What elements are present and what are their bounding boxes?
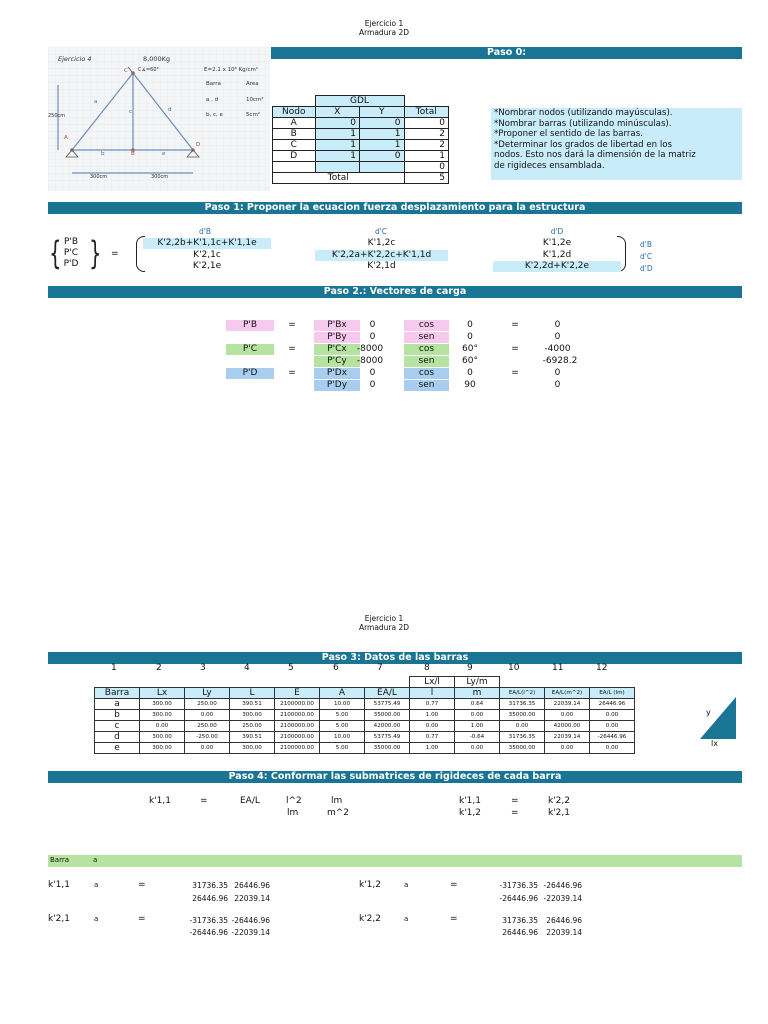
cell: 1.00 bbox=[410, 743, 455, 754]
sketch-span2: 300cm bbox=[151, 174, 169, 180]
col-number: 1 bbox=[111, 663, 117, 673]
gdl-title: GDL bbox=[315, 96, 404, 107]
barra-label: Barra bbox=[50, 856, 70, 864]
gdl-table-wrap bbox=[272, 95, 449, 184]
col-header: m bbox=[455, 688, 500, 699]
col-header: L bbox=[230, 688, 275, 699]
sketch-row2-area: 5cm² bbox=[246, 112, 261, 118]
l2-label: l^2 bbox=[286, 796, 302, 806]
trig-fn: cos bbox=[404, 368, 449, 379]
eq: = bbox=[511, 344, 519, 354]
col-number: 5 bbox=[288, 663, 294, 673]
k21-a-eq: = bbox=[138, 914, 146, 924]
k11-a-bar: a bbox=[94, 881, 99, 889]
cell: 0.00 bbox=[185, 710, 230, 721]
cell: 2100000.00 bbox=[275, 732, 320, 743]
paso0-header: Paso 0: bbox=[271, 47, 742, 59]
m2-label: m^2 bbox=[327, 808, 350, 818]
sub-head-lym: Ly/m bbox=[455, 677, 500, 688]
cell: 300.00 bbox=[140, 743, 185, 754]
cell: 1 bbox=[315, 151, 360, 162]
cell: 0.00 bbox=[140, 721, 185, 732]
paso0-notes bbox=[491, 108, 742, 180]
cell: 5.00 bbox=[320, 743, 365, 754]
node-a-label: A bbox=[64, 135, 68, 141]
matrix-value: 26446.96 bbox=[192, 894, 228, 903]
cell bbox=[360, 162, 405, 173]
trig-fn: sen bbox=[404, 356, 449, 367]
cell: 2100000.00 bbox=[275, 743, 320, 754]
component: P'Bx bbox=[314, 320, 360, 331]
eal-label: EA/L bbox=[240, 796, 260, 806]
cell: 35000.00 bbox=[500, 743, 545, 754]
load-vector bbox=[56, 237, 86, 270]
col-number: 3 bbox=[200, 663, 206, 673]
col-header: Ly bbox=[185, 688, 230, 699]
col-head-dd: d'D bbox=[550, 227, 564, 236]
matrix-cell: K'1,2e bbox=[542, 238, 572, 248]
cell: 0.00 bbox=[410, 721, 455, 732]
angle: 60° bbox=[462, 344, 478, 354]
total-label: Total bbox=[273, 173, 405, 184]
direction-triangle bbox=[700, 697, 736, 739]
result: -4000 bbox=[544, 344, 571, 354]
sketch-barra: Barra bbox=[206, 81, 221, 87]
bar-b-label: b bbox=[101, 151, 105, 157]
value: -8000 bbox=[356, 356, 384, 366]
matrix-cell: K'2,2a+K'2,2c+K'1,1d bbox=[315, 250, 448, 261]
rel1-eq: = bbox=[511, 796, 519, 806]
value: 0 bbox=[369, 320, 376, 330]
cell: 26446.96 bbox=[590, 699, 635, 710]
disp-dc: d'C bbox=[640, 252, 653, 261]
matrix-value: -22039.14 bbox=[543, 894, 582, 903]
cell: 2100000.00 bbox=[275, 699, 320, 710]
matrix-value: -26446.96 bbox=[231, 916, 270, 925]
matrix-value: 31736.35 bbox=[502, 916, 538, 925]
cell: C bbox=[273, 140, 316, 151]
node-label: P'D bbox=[226, 368, 274, 379]
col-header: A bbox=[320, 688, 365, 699]
matrix-value: 26446.96 bbox=[234, 881, 270, 890]
eq: = bbox=[288, 320, 296, 330]
sub-head-lxl: Lx/l bbox=[410, 677, 455, 688]
cell: 300.00 bbox=[230, 743, 275, 754]
table-row bbox=[273, 140, 449, 151]
cell: 250.00 bbox=[230, 721, 275, 732]
cell: 0.77 bbox=[410, 699, 455, 710]
matrix-cell: K'2,1d bbox=[367, 261, 396, 271]
component: P'Cy bbox=[314, 356, 360, 367]
paso3-header: Paso 3: Datos de las barras bbox=[48, 652, 742, 664]
node-c-label: C bbox=[124, 68, 128, 74]
table-row bbox=[95, 699, 635, 710]
table-row bbox=[273, 129, 449, 140]
cell: 1.00 bbox=[410, 710, 455, 721]
matrix-value: -31736.35 bbox=[499, 881, 538, 890]
matrix-value: -31736.35 bbox=[189, 916, 228, 925]
col-number: 7 bbox=[377, 663, 383, 673]
paso1-header: Paso 1: Proponer la ecuacion fuerza desplazamiento para la estructura bbox=[48, 202, 742, 214]
cell: 0.00 bbox=[455, 710, 500, 721]
node-label: P'C bbox=[226, 344, 274, 355]
lm-label: lm bbox=[331, 796, 343, 806]
col-number: 10 bbox=[508, 663, 520, 673]
cell: 0.00 bbox=[545, 743, 590, 754]
cell: 1 bbox=[360, 129, 405, 140]
bars-table bbox=[94, 676, 635, 754]
right-brace: } bbox=[89, 234, 102, 272]
angle: 90 bbox=[464, 380, 476, 390]
bars-table-wrap bbox=[94, 676, 635, 754]
sketch-load: 8,000Kg bbox=[143, 55, 170, 63]
cell: 22039.14 bbox=[545, 699, 590, 710]
bar-d-label: d bbox=[168, 107, 172, 113]
trig-fn: sen bbox=[404, 380, 449, 391]
col-head-dc: d'C bbox=[374, 227, 388, 236]
cell: 2100000.00 bbox=[275, 710, 320, 721]
sketch-angle: C∡=60° bbox=[138, 67, 160, 73]
result: 0 bbox=[554, 320, 561, 330]
angle: 60° bbox=[462, 356, 478, 366]
rel1-right: k'2,2 bbox=[548, 796, 570, 806]
k11-label: k'1,1 bbox=[149, 796, 171, 806]
table-row bbox=[273, 118, 449, 129]
sketch-modulus: E=2.1 x 10⁶ Kg/cm² bbox=[204, 67, 259, 73]
bar-e-label: e bbox=[162, 151, 166, 157]
matrix-cell: K'2,1e bbox=[192, 261, 222, 271]
cell: 0 bbox=[360, 151, 405, 162]
note-line: *Proponer el sentido de las barras. bbox=[494, 129, 643, 140]
truss-sketch bbox=[48, 47, 270, 191]
cell: 300.00 bbox=[140, 732, 185, 743]
col-number: 8 bbox=[424, 663, 430, 673]
col-number: 4 bbox=[244, 663, 250, 673]
k11-eq: = bbox=[200, 796, 208, 806]
sketch-row1-bars: a , d bbox=[206, 97, 219, 103]
bar-a-label: a bbox=[94, 99, 98, 105]
page2-title: Ejercicio 1 bbox=[364, 614, 404, 623]
cell: 0.00 bbox=[545, 710, 590, 721]
result: -6928.2 bbox=[542, 356, 578, 366]
col-header: Lx bbox=[140, 688, 185, 699]
total-value: 5 bbox=[404, 173, 449, 184]
page2-subtitle: Armadura 2D bbox=[358, 623, 410, 632]
rel2-eq: = bbox=[511, 808, 519, 818]
page-title: Ejercicio 1 bbox=[364, 19, 404, 28]
trig-fn: sen bbox=[404, 332, 449, 343]
cell: A bbox=[273, 118, 316, 129]
k21-a-name: k'2,1 bbox=[48, 914, 70, 924]
col-header: EA/L (lm) bbox=[590, 688, 635, 699]
cell: b bbox=[95, 710, 140, 721]
total-row bbox=[273, 173, 449, 184]
col-header: EA/L bbox=[365, 688, 410, 699]
cell: 35000.00 bbox=[500, 710, 545, 721]
load-pc: P'C bbox=[63, 248, 79, 258]
angle: 0 bbox=[467, 320, 473, 330]
cell: 0.77 bbox=[410, 732, 455, 743]
value: 0 bbox=[369, 332, 376, 342]
note-line: *Nombrar barras (utilizando minúsculas). bbox=[494, 118, 672, 129]
k12-a-eq: = bbox=[450, 880, 458, 890]
col-number: 6 bbox=[333, 663, 339, 673]
value: -8000 bbox=[356, 344, 384, 354]
table-row bbox=[95, 721, 635, 732]
sketch-row1-area: 10cm² bbox=[246, 97, 264, 103]
matrix-cell: K'2,1c bbox=[193, 250, 221, 260]
col-header: l bbox=[410, 688, 455, 699]
matrix-value: -22039.14 bbox=[231, 928, 270, 937]
sketch-title: Ejercicio 4 bbox=[58, 55, 92, 63]
table-row bbox=[273, 162, 449, 173]
cell: 390.51 bbox=[230, 732, 275, 743]
node-label: P'B bbox=[226, 320, 274, 331]
cell: 5.00 bbox=[320, 710, 365, 721]
cell: 53775.49 bbox=[365, 732, 410, 743]
angle: 0 bbox=[467, 332, 473, 342]
cell: 53775.49 bbox=[365, 699, 410, 710]
lm2-label: lm bbox=[287, 808, 299, 818]
load-pb: P'B bbox=[63, 237, 79, 247]
table-row bbox=[273, 151, 449, 162]
cell: 1 bbox=[404, 151, 449, 162]
k22-a-name: k'2,2 bbox=[359, 914, 381, 924]
cell: 42000.00 bbox=[545, 721, 590, 732]
col-header: Barra bbox=[95, 688, 140, 699]
col-header: EA/L(m^2) bbox=[545, 688, 590, 699]
cell: 1.00 bbox=[455, 721, 500, 732]
trig-fn: cos bbox=[404, 344, 449, 355]
cell: 0.00 bbox=[455, 743, 500, 754]
cell: 31736.35 bbox=[500, 732, 545, 743]
matrix-cell: K'1,2c bbox=[367, 238, 396, 248]
rel2-left: k'1,2 bbox=[459, 808, 481, 818]
table-row bbox=[95, 732, 635, 743]
cell: 390.51 bbox=[230, 699, 275, 710]
sketch-area: Area bbox=[246, 81, 259, 87]
k22-a-bar: a bbox=[404, 915, 409, 923]
cell: 0.00 bbox=[500, 721, 545, 732]
sketch-span1: 300cm bbox=[90, 174, 108, 180]
triangle-x-label: lx bbox=[711, 739, 718, 748]
col-header: E bbox=[275, 688, 320, 699]
cell: 5.00 bbox=[320, 721, 365, 732]
cell bbox=[273, 162, 316, 173]
cell: 10.00 bbox=[320, 732, 365, 743]
cell: 0 bbox=[404, 118, 449, 129]
k22-a-eq: = bbox=[450, 914, 458, 924]
table-row bbox=[95, 743, 635, 754]
cell: 0.00 bbox=[590, 743, 635, 754]
cell: 31736.35 bbox=[500, 699, 545, 710]
matrix-value: -26446.96 bbox=[543, 881, 582, 890]
value: 0 bbox=[369, 380, 376, 390]
component: P'Dy bbox=[314, 380, 360, 391]
matrix-cell: K'2,2d+K'2,2e bbox=[493, 261, 621, 272]
col-header: EA/L(l^2) bbox=[500, 688, 545, 699]
cell: 2100000.00 bbox=[275, 721, 320, 732]
cell: 0 bbox=[360, 118, 405, 129]
bar-c-label: c bbox=[129, 109, 133, 115]
matrix-value: -26446.96 bbox=[189, 928, 228, 937]
cell: e bbox=[95, 743, 140, 754]
note-line: *Nombrar nodos (utilizando mayúsculas). bbox=[494, 108, 673, 118]
barra-a-band bbox=[48, 855, 742, 867]
k11-a-name: k'1,1 bbox=[48, 880, 70, 890]
cell: 35000.00 bbox=[365, 743, 410, 754]
cell: 2 bbox=[404, 129, 449, 140]
cell: a bbox=[95, 699, 140, 710]
cell: -0.64 bbox=[455, 732, 500, 743]
cell: -250.00 bbox=[185, 732, 230, 743]
disp-dd: d'D bbox=[640, 264, 653, 273]
matrix-value: 26446.96 bbox=[546, 916, 582, 925]
col-number: 11 bbox=[552, 663, 564, 673]
disp-db: d'B bbox=[640, 240, 652, 249]
eq: = bbox=[511, 320, 519, 330]
cell: 300.00 bbox=[140, 710, 185, 721]
col-nodo: Nodo bbox=[273, 107, 316, 118]
node-b-label: B bbox=[131, 151, 135, 157]
displacement-vector bbox=[640, 239, 653, 275]
paso4-header: Paso 4: Conformar las submatrices de rigideces de cada barra bbox=[48, 771, 742, 783]
value: 0 bbox=[369, 368, 376, 378]
col-number: 9 bbox=[467, 663, 473, 673]
eq: = bbox=[288, 344, 296, 354]
left-brace: { bbox=[49, 234, 62, 272]
sketch-height: 250cm bbox=[48, 113, 66, 119]
result: 0 bbox=[554, 368, 561, 378]
note-line: *Determinar los grados de libertad en los bbox=[494, 139, 672, 150]
eq-sign: = bbox=[111, 249, 119, 259]
cell: 0.00 bbox=[185, 743, 230, 754]
matrix-value: 22039.14 bbox=[546, 928, 582, 937]
cell: 2 bbox=[404, 140, 449, 151]
cell bbox=[315, 162, 360, 173]
cell: 300.00 bbox=[140, 699, 185, 710]
rel2-right: k'2,1 bbox=[548, 808, 570, 818]
eq: = bbox=[288, 368, 296, 378]
k12-a-bar: a bbox=[404, 881, 409, 889]
col-x: X bbox=[315, 107, 360, 118]
cell: 0 bbox=[404, 162, 449, 173]
cell: 10.00 bbox=[320, 699, 365, 710]
barra-value: a bbox=[93, 856, 98, 864]
component: P'Cx bbox=[314, 344, 360, 355]
cell: B bbox=[273, 129, 316, 140]
load-pd: P'D bbox=[63, 259, 79, 269]
k12-a-name: k'1,2 bbox=[359, 880, 381, 890]
component: P'Dx bbox=[314, 368, 360, 379]
page-subtitle: Armadura 2D bbox=[358, 28, 410, 37]
column-numbers bbox=[94, 663, 654, 675]
cell: d bbox=[95, 732, 140, 743]
cell: 1 bbox=[315, 140, 360, 151]
component: P'By bbox=[314, 332, 360, 343]
cell: 1 bbox=[315, 129, 360, 140]
cell: 22039.14 bbox=[545, 732, 590, 743]
matrix-value: 26446.96 bbox=[502, 928, 538, 937]
cell: 42000.00 bbox=[365, 721, 410, 732]
cell: 0.00 bbox=[590, 721, 635, 732]
cell: c bbox=[95, 721, 140, 732]
cell: 35000.00 bbox=[365, 710, 410, 721]
node-d-label: D bbox=[196, 142, 201, 148]
matrix-cell: K'2,2b+K'1,1c+K'1,1e bbox=[143, 238, 271, 249]
col-total: Total bbox=[404, 107, 449, 118]
note-line: nodos. Esto nos dará la dimensión de la matriz bbox=[494, 150, 696, 161]
col-y: Y bbox=[360, 107, 405, 118]
triangle-y-label: y bbox=[706, 708, 711, 717]
cell: 1 bbox=[360, 140, 405, 151]
k11-a-eq: = bbox=[138, 880, 146, 890]
result: 0 bbox=[554, 332, 561, 342]
note-line: de rigideces ensamblada. bbox=[494, 160, 605, 171]
cell: 250.00 bbox=[185, 721, 230, 732]
trig-fn: cos bbox=[404, 320, 449, 331]
col-head-db: d'B bbox=[199, 227, 211, 236]
cell: 0.64 bbox=[455, 699, 500, 710]
table-row bbox=[95, 710, 635, 721]
matrix-cell: K'1,2d bbox=[542, 250, 572, 260]
rel1-left: k'1,1 bbox=[459, 796, 481, 806]
cell: -26446.96 bbox=[590, 732, 635, 743]
cell: 0 bbox=[315, 118, 360, 129]
gdl-table bbox=[272, 95, 449, 184]
matrix-value: -26446.96 bbox=[499, 894, 538, 903]
cell: 250.00 bbox=[185, 699, 230, 710]
eq: = bbox=[511, 368, 519, 378]
col-number: 2 bbox=[156, 663, 162, 673]
result: 0 bbox=[554, 380, 561, 390]
angle: 0 bbox=[467, 368, 473, 378]
cell: 0.00 bbox=[590, 710, 635, 721]
k21-a-bar: a bbox=[94, 915, 99, 923]
col-number: 12 bbox=[596, 663, 608, 673]
cell: 300.00 bbox=[230, 710, 275, 721]
paso2-header: Paso 2.: Vectores de carga bbox=[48, 286, 742, 298]
matrix-value: 22039.14 bbox=[234, 894, 270, 903]
sketch-row2-bars: b, c, e bbox=[206, 112, 223, 118]
matrix-value: 31736.35 bbox=[192, 881, 228, 890]
cell: D bbox=[273, 151, 316, 162]
